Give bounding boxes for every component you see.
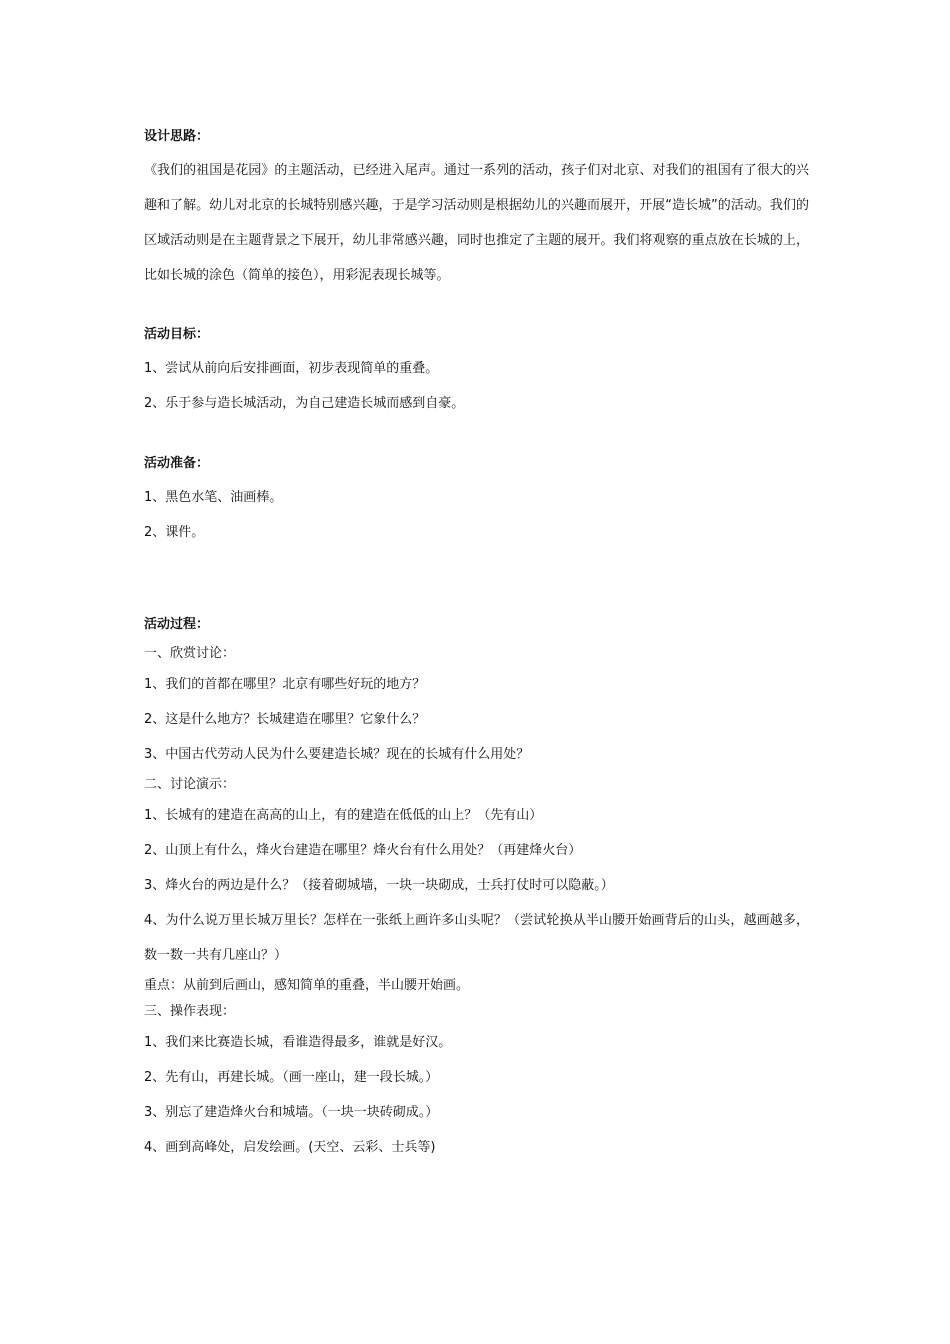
process-item: 4、为什么说万里长城万里长？怎样在一张纸上画许多山头呢？（尝试轮换从半山腰开始画背后的山头，越画越多，数一数一共有几座山？）: [144, 913, 809, 963]
process-heading: 活动过程：: [144, 617, 210, 632]
process-item: 2、山顶上有什么，烽火台建造在哪里？烽火台有什么用处？（再建烽火台）: [144, 843, 582, 858]
design-paragraph: 《我们的祖国是花园》的主题活动，已经进入尾声。通过一系列的活动，孩子们对北京、对我们的祖国有了很大的兴趣和了解。幼儿对北京的长城特别感兴趣，于是学习活动则是根据幼儿的兴趣而展开，开展“造长城”的活动。我们的区域活动则是在主题背景之下展开，幼儿非常感兴趣，同时也推定了主题的展开。我们将观察的重点放在长城的上，比如长城的涂色（简单的接色），用彩泥表现长城等。: [144, 163, 809, 283]
process-key-point: 重点：从前到后画山，感知简单的重叠，半山腰开始画。: [144, 978, 470, 993]
process-item: 2、这是什么地方？长城建造在哪里？它象什么？: [144, 712, 426, 727]
process-item: 2、先有山，再建长城。（画一座山，建一段长城。）: [144, 1070, 439, 1085]
goals-heading: 活动目标：: [144, 327, 210, 342]
design-heading: 设计思路：: [144, 129, 210, 144]
process-item: 3、烽火台的两边是什么？（接着砌城墙，一块一块砌成，士兵打仗时可以隐蔽。）: [144, 878, 614, 893]
process-section: [144, 615, 809, 1165]
goal-item: 2、乐于参与造长城活动，为自己建造长城而感到自豪。: [144, 396, 465, 411]
prep-section: [144, 454, 809, 550]
process-part2-title: 二、讨论演示：: [144, 777, 236, 792]
process-item: 1、我们的首都在哪里？北京有哪些好玩的地方？: [144, 677, 426, 692]
process-item: 4、画到高峰处，启发绘画。(天空、云彩、士兵等): [144, 1140, 436, 1155]
process-item: 3、中国古代劳动人民为什么要建造长城？现在的长城有什么用处？: [144, 747, 530, 762]
process-item: 1、我们来比赛造长城，看谁造得最多，谁就是好汉。: [144, 1035, 452, 1050]
process-part3-title: 三、操作表现：: [144, 1004, 236, 1019]
prep-heading: 活动准备：: [144, 456, 210, 471]
design-section: [144, 127, 809, 293]
goal-item: 1、尝试从前向后安排画面，初步表现简单的重叠。: [144, 361, 439, 376]
process-item: 3、别忘了建造烽火台和城墙。（一块一块砖砌成。）: [144, 1105, 439, 1120]
process-part1-title: 一、欣赏讨论：: [144, 646, 236, 661]
prep-item: 2、课件。: [144, 525, 205, 540]
process-item: 1、长城有的建造在高高的山上，有的建造在低低的山上？（先有山）: [144, 808, 543, 823]
goals-section: [144, 325, 809, 421]
prep-item: 1、黑色水笔、油画棒。: [144, 490, 283, 505]
